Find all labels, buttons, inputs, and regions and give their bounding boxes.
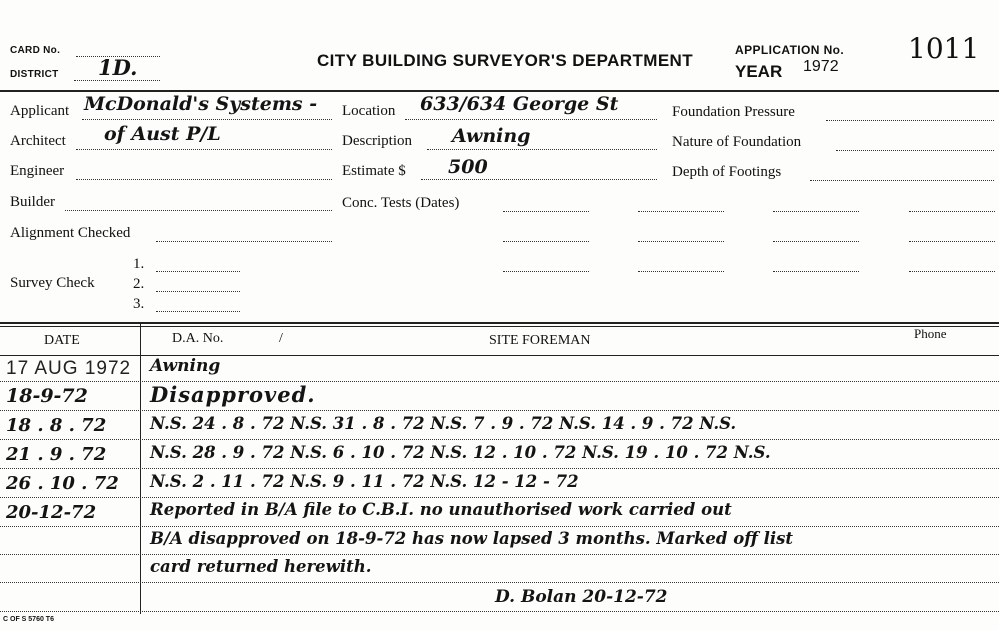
form-code: C OF S 5760 T6	[3, 616, 54, 623]
department-title: CITY BUILDING SURVEYOR'S DEPARTMENT	[317, 51, 694, 70]
foundation-pressure-line	[826, 120, 994, 121]
depth-footings-label: Depth of Footings	[672, 164, 782, 180]
applicant-label: Applicant	[10, 103, 70, 119]
alignment-line	[156, 241, 332, 242]
applicant-value: McDonald's Systems -	[84, 93, 318, 115]
description-value: Awning	[452, 125, 531, 147]
conc-date-line	[909, 241, 995, 242]
table-row-entry: N.S. 28 . 9 . 72 N.S. 6 . 10 . 72 N.S. 12 . 10 . 72 N.S. 19 . 10 . 72 N.S.	[150, 443, 771, 462]
architect-value: of Aust P/L	[104, 123, 221, 145]
row-rule	[0, 582, 999, 583]
conc-date-line	[503, 271, 589, 272]
conc-date-line	[773, 271, 859, 272]
table-row-entry: Disapproved.	[150, 382, 316, 407]
conc-date-line	[909, 271, 995, 272]
col-da-header: D.A. No.	[172, 331, 224, 346]
card-no-label: CARD No.	[10, 45, 61, 56]
table-row-date: 26 . 10 . 72	[6, 473, 119, 494]
date-column-divider	[140, 324, 141, 614]
col-date-header: DATE	[44, 333, 80, 348]
depth-footings-line	[810, 180, 994, 181]
year-label: YEAR	[735, 62, 783, 81]
conc-date-line	[503, 211, 589, 212]
table-row-entry: N.S. 24 . 8 . 72 N.S. 31 . 8 . 72 N.S. 7 . 9 . 72 N.S. 14 . 9 . 72 N.S.	[150, 414, 737, 433]
table-row-entry: Reported in B/A file to C.B.I. no unauthorised work carried out	[150, 500, 732, 519]
conc-date-line	[638, 271, 724, 272]
table-row-date: 21 . 9 . 72	[6, 444, 107, 465]
estimate-label: Estimate $	[342, 163, 406, 179]
application-no: 1011	[908, 32, 980, 65]
nature-foundation-line	[836, 150, 994, 151]
conc-tests-label: Conc. Tests (Dates)	[342, 195, 460, 211]
survey-num-2: 2.	[133, 276, 145, 292]
col-site-foreman-header: SITE FOREMAN	[489, 333, 591, 348]
conc-date-line	[909, 211, 995, 212]
district-label: DISTRICT	[10, 69, 59, 80]
table-row-date: 18-9-72	[6, 385, 88, 407]
builder-label: Builder	[10, 194, 55, 210]
application-no-label: APPLICATION No.	[735, 43, 845, 57]
table-row-date: 20-12-72	[6, 502, 97, 523]
signature: D. Bolan 20-12-72	[495, 587, 668, 607]
col-slash: /	[279, 331, 283, 346]
description-label: Description	[342, 133, 412, 149]
survey-line-1	[156, 271, 240, 272]
engineer-line	[76, 179, 332, 180]
location-line	[405, 119, 657, 120]
table-row-entry: Awning	[150, 356, 221, 376]
table-row-entry: N.S. 2 . 11 . 72 N.S. 9 . 11 . 72 N.S. 12 - 12 - 72	[150, 472, 579, 491]
estimate-value: 500	[448, 156, 488, 178]
table-top-rule-2	[0, 326, 999, 327]
builder-line	[65, 210, 332, 211]
location-value: 633/634 George St	[420, 93, 619, 115]
table-top-rule	[0, 322, 999, 324]
district-value: 1D.	[98, 55, 138, 80]
conc-date-line	[773, 241, 859, 242]
conc-date-line	[773, 211, 859, 212]
survey-check-label: Survey Check	[10, 275, 95, 291]
table-row-date: 17 AUG 1972	[6, 358, 132, 379]
description-line	[427, 149, 657, 150]
engineer-label: Engineer	[10, 163, 65, 179]
district-line	[74, 80, 160, 81]
conc-date-line	[638, 211, 724, 212]
conc-date-line	[638, 241, 724, 242]
col-phone-header: Phone	[914, 326, 947, 341]
header-rule	[0, 90, 999, 92]
nature-foundation-label: Nature of Foundation	[672, 134, 802, 150]
row-rule	[0, 439, 999, 440]
survey-num-3: 3.	[133, 296, 145, 312]
survey-line-2	[156, 291, 240, 292]
row-rule	[0, 497, 999, 498]
row-rule	[0, 468, 999, 469]
survey-line-3	[156, 311, 240, 312]
foundation-pressure-label: Foundation Pressure	[672, 104, 795, 120]
conc-date-line	[503, 241, 589, 242]
architect-label: Architect	[10, 133, 66, 149]
alignment-label: Alignment Checked	[10, 225, 131, 241]
architect-line	[76, 149, 332, 150]
table-row-entry: B/A disapproved on 18-9-72 has now lapsed 3 months. Marked off list	[150, 529, 794, 548]
location-label: Location	[342, 103, 396, 119]
table-row-date: 18 . 8 . 72	[6, 415, 107, 436]
applicant-line	[82, 119, 332, 120]
row-rule	[0, 554, 999, 555]
row-rule	[0, 611, 999, 612]
estimate-line	[421, 179, 657, 180]
table-row-entry: card returned herewith.	[150, 557, 372, 576]
row-rule	[0, 410, 999, 411]
year-value: 1972	[803, 58, 839, 75]
row-rule	[0, 526, 999, 527]
survey-num-1: 1.	[133, 256, 145, 272]
